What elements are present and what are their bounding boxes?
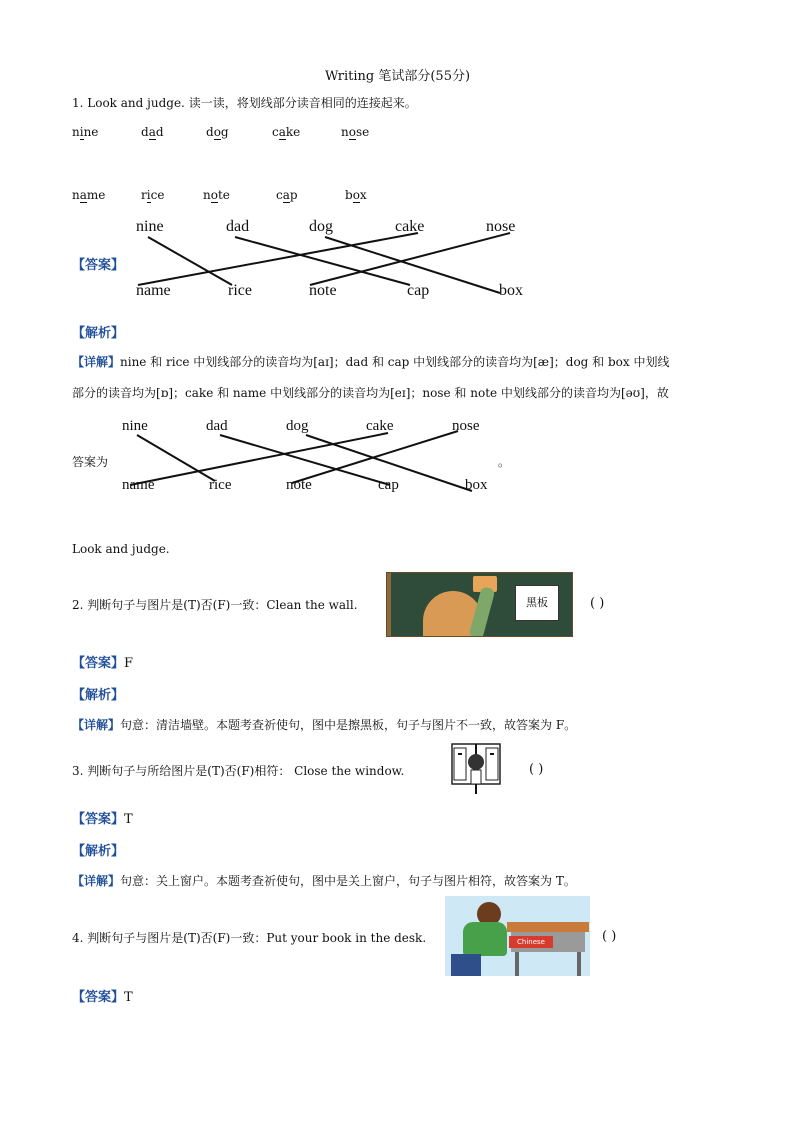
q3-detail: 【详解】句意：关上窗户。本题考查祈使句，图中是关上窗户，句子与图片相符，故答案为 T。 — [72, 874, 576, 888]
q1-word: rice — [141, 188, 165, 202]
book: Chinese — [509, 936, 553, 948]
q1-word: cap — [276, 188, 298, 202]
diagram-top-word: dad — [206, 418, 228, 434]
board-label: 黑板 — [515, 585, 559, 621]
diagram-top-word: dog — [286, 418, 309, 434]
q2-answer-blank[interactable]: ( ) — [590, 596, 605, 611]
q1-detail-line3-end: 。 — [498, 455, 511, 469]
diagram-bottom-word: cap — [407, 282, 430, 299]
diagram-top-word: nine — [136, 218, 164, 235]
page-title: Writing 笔试部分(55分) — [325, 69, 471, 84]
desk-leg — [577, 952, 581, 976]
diagram-top-word: dad — [226, 218, 250, 235]
q2-picture — [386, 572, 573, 637]
diagram-top-word: nine — [122, 418, 148, 434]
diagram-bottom-word: rice — [209, 477, 232, 493]
window-drawing — [450, 740, 502, 796]
diagram-top-word: nose — [452, 418, 480, 434]
q1-word: name — [72, 188, 106, 202]
q3-answer: 【答案】T — [72, 812, 133, 827]
q1-word: dad — [141, 125, 164, 139]
diagram-bottom-word: note — [286, 477, 312, 493]
q4-picture — [445, 896, 590, 976]
q2-answer: 【答案】F — [72, 656, 134, 671]
q4-prompt: 4. 判断句子与图片是(T)否(F)一致：Put your book in the desk. — [72, 931, 427, 945]
diagram-top-word: cake — [395, 218, 425, 235]
diagram-top-word: cake — [366, 418, 394, 434]
q1-detail-line3: 答案为 — [72, 455, 109, 469]
q1-detail-line2: 部分的读音均为[ɒ]；cake 和 name 中划线部分的读音均为[eɪ]；nose 和 note 中划线部分的读音均为[əʊ]，故 — [72, 386, 669, 400]
diagram-bottom-word: note — [309, 282, 337, 299]
diagram-bottom-word: cap — [378, 477, 399, 493]
q2-detail: 【详解】句意：清洁墙壁。本题考查祈使句，图中是擦黑板，句子与图片不一致，故答案为 F。 — [72, 718, 577, 732]
diagram-bottom-word: name — [136, 282, 171, 299]
desk-top — [507, 922, 589, 932]
board-frame — [387, 573, 391, 636]
diagram-bottom-word: box — [465, 477, 488, 493]
q1-word: nose — [341, 125, 370, 139]
diagram-top-word: nose — [486, 218, 516, 235]
q2-analysis-tag: 【解析】 — [72, 688, 125, 703]
q1-word: dog — [206, 125, 229, 139]
q2-prompt: 2. 判断句子与图片是(T)否(F)一致：Clean the wall. — [72, 598, 358, 612]
q3-analysis-tag: 【解析】 — [72, 844, 125, 859]
diagram-bottom-word: name — [122, 477, 155, 493]
q1-answer-tag: 【答案】 — [72, 258, 125, 273]
q1-word: cake — [272, 125, 301, 139]
q1-prompt: 1. Look and judge. 读一读，将划线部分读音相同的连接起来。 — [72, 96, 417, 110]
boy-pants — [451, 954, 481, 976]
q1-word: nine — [72, 125, 99, 139]
q1-detail-line1: 【详解】nine 和 rice 中划线部分的读音均为[aɪ]；dad 和 cap 中划线部分的读音均为[æ]；dog 和 box 中划线 — [72, 355, 670, 369]
boy-shirt — [463, 922, 507, 956]
q4-answer-blank[interactable]: ( ) — [602, 929, 617, 944]
diagram-bottom-word: rice — [228, 282, 252, 299]
q1-word: box — [345, 188, 367, 202]
diagram-bottom-word: box — [499, 282, 523, 299]
diagram-top-word: dog — [309, 218, 333, 235]
q3-picture — [450, 740, 502, 796]
q1-analysis-tag: 【解析】 — [72, 326, 125, 341]
q3-answer-blank[interactable]: ( ) — [529, 762, 544, 777]
q4-answer: 【答案】T — [72, 990, 133, 1005]
section-heading: Look and judge. — [72, 542, 170, 556]
desk-leg — [515, 952, 519, 976]
q1-word: note — [203, 188, 230, 202]
q3-prompt: 3. 判断句子与所给图片是(T)否(F)相符： Close the window. — [72, 764, 405, 778]
